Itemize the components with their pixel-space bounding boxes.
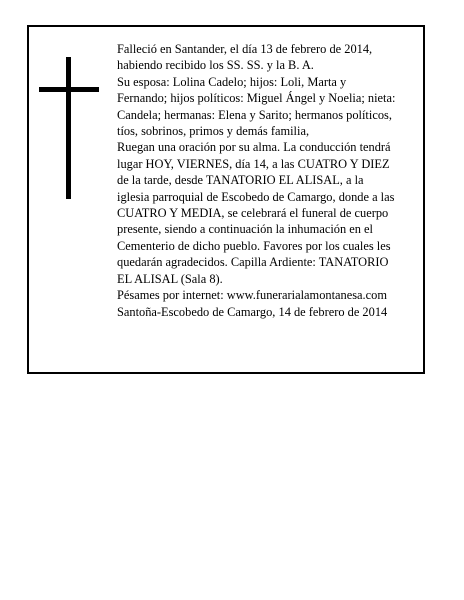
obituary-notice [27,25,425,374]
notice-line: Candela; hermanas: Elena y Sarito; hermanos políticos, [117,107,392,122]
notice-line: tíos, sobrinos, primos y demás familia, [117,124,310,139]
notice-line: iglesia parroquial de Escobedo de Camargo, donde a las [117,189,395,204]
latin-cross-icon [39,57,99,199]
notice-line: Santoña-Escobedo de Camargo, 14 de febrero de 2014 [117,304,388,319]
cross-vertical-bar [66,57,71,199]
notice-line: Pésames por internet: www.funerarialamontanesa.com [117,288,387,303]
notice-line: Su esposa: Lolina Cadelo; hijos: Loli, Marta y [117,74,347,89]
notice-line: EL ALISAL (Sala 8). [117,271,223,286]
notice-line: Fernando; hijos políticos: Miguel Ángel y Noelia; nieta: [117,91,396,106]
notice-line: Falleció en Santander, el día 13 de febrero de 2014, [117,42,373,56]
notice-line: presente, siendo a continuación la inhumación en el [117,222,373,237]
notice-line: lugar HOY, VIERNES, día 14, a las CUATRO Y DIEZ [117,156,390,171]
notice-line: quedarán agradecidos. Capilla Ardiente: TANATORIO [117,255,389,270]
notice-text [117,41,421,320]
cross-horizontal-bar [39,87,99,92]
notice-line: Ruegan una oración por su alma. La conducción tendrá [117,140,391,155]
notice-line: Cementerio de dicho pueblo. Favores por los cuales les [117,238,391,253]
notice-line: CUATRO Y MEDIA, se celebrará el funeral de cuerpo [117,206,389,221]
notice-line: de la tarde, desde TANATORIO EL ALISAL, a la [117,173,364,188]
notice-line: habiendo recibido los SS. SS. y la B. A. [117,58,314,73]
